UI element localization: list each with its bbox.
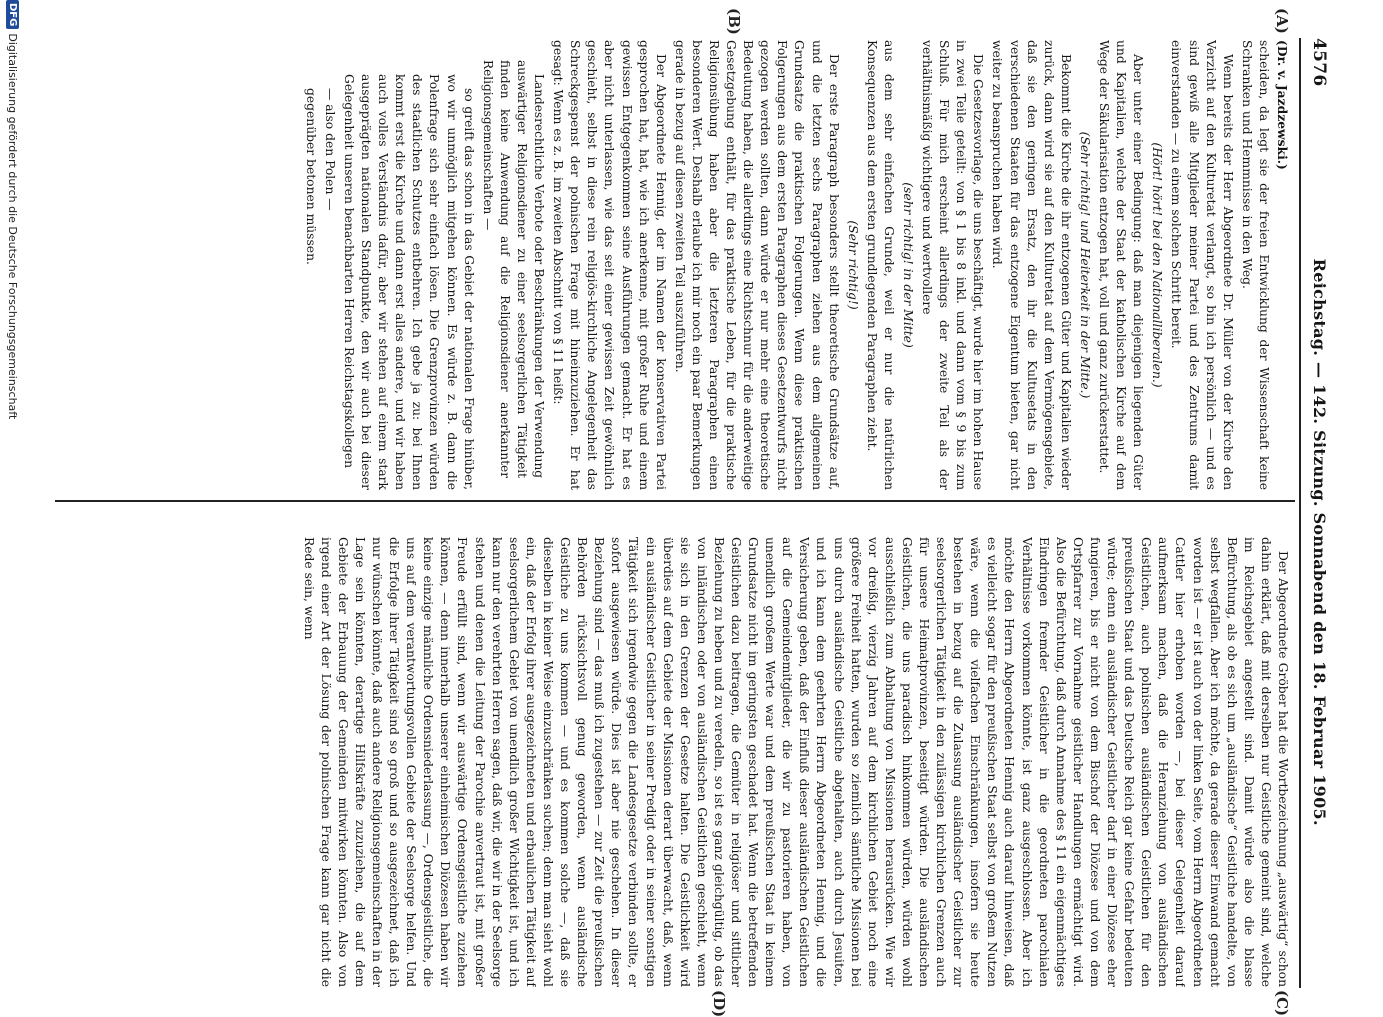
speaker-name: (Dr. v. Jazdzewski.): [1275, 40, 1290, 170]
paragraph: Bekommt die Kirche die ihr entzogenen Güter und Kapitalien wieder zurück, dann wird sie auf den Kulturetat auf dem Vermögensgebiete, daß sie den geringen Ersatz, den ihr die Kultusetats in den verschiedenen Staaten für das entzogene Eigentum bieten, gar nicht weiter zu beanspruchen haben wird.: [990, 40, 1073, 490]
column-divider: [55, 500, 1295, 502]
margin-marker-d: (D): [710, 990, 728, 1017]
paragraph: — also den Polen —: [322, 88, 337, 211]
margin-marker-a: (A): [1273, 8, 1291, 34]
page-header: [1299, 38, 1329, 988]
interjection: (Hört! hört! bei den Nationalliberalen.): [1150, 142, 1165, 388]
margin-marker-c: (C): [1273, 990, 1291, 1017]
paragraph: aus dem sehr einfachen Grunde, weil er nur die natürlichen Konsequenzen aus dem ersten grundlegenden Paragraphen zieht.: [864, 40, 896, 490]
right-text-column: [61, 537, 1291, 987]
left-text-column: [61, 40, 1291, 490]
footer-credit: [3, 0, 23, 1000]
margin-marker-b: (B): [725, 8, 743, 35]
page-title: Reichstag. — 142. Sitzung. Sonnabend den 18. Februar 1905.: [1310, 258, 1329, 826]
footer-credit-text: Digitalisierung gefördert durch die Deutsche Forschungsgemeinschaft: [6, 33, 20, 420]
paragraph: Der Abgeordnete Hennig, der im Namen der konservativen Partei gesprochen hat, hat, wie ich anerkenne, mit großer Ruhe und einem gewissen Entgegenkommen seine Ausführungen gemacht. Er hat es aber nicht unterlassen, wie das seit einer gewissen Zeit gewöhnlich geschieht, selbst in diese rein religiös-kirchliche Angelegenheit das Schreckgespenst der polnischen Frage mit hineinzuziehen. Er hat gesagt: Wenn es z. B. im zweiten Abschnitt von § 11 heißt:: [551, 40, 668, 490]
interjection: (Sehr richtig!): [845, 220, 860, 310]
interjection: (Sehr richtig! und Heiterkeit in der Mitte.): [1077, 131, 1092, 399]
paragraph: Der erste Paragraph besonders stellt theoretische Grundsätze auf, und die letzten sechs Paragraphen ziehen aus dem allgemeinen Grundsatze die praktischen Folgerungen. Wenn diese praktischen Folgerungen aus dem ersten Paragraphen dieses Gesetzentwurfs nicht gezogen werden sollten, dann würde er nur mehr eine theoretische Bedeutung haben, die allerdings eine Richtschnur für die anderweitige Gesetzgebung enthält, für das praktische Leben, für die praktische Religionsübung haben aber die letzteren Paragraphen einen besonderen Wert. Deshalb erlaube ich mir noch ein paar Bemerkungen gerade in bezug auf diesen zweiten Teil auszuführen.: [672, 40, 841, 490]
paragraph: so greift das schon in das Gebiet der nationalen Frage hinüber, wo wir unmöglich mitgehen können. Es würde z. B. dann die Polenfrage sich sehr einfach lösen. Die Grenzprovinzen würden des staatlichen Schutzes entbehren. Ich gebe ja zu: bei Ihnen kommt erst die Kirche und dann erst alles andere, und wir haben auch volles Verständnis dafür, aber wir stehen auf einem stark ausgeprägten nationalen Standpunkte, den wir auch bei dieser Gelegenheit unseren benachbarten Herren Reichstagskollegen: [342, 74, 476, 490]
paragraph: Der Abgeordnete Gröber hat die Wortbezeichnung „auswärtig“ schon dahin erklärt, daß mit derselben nur Geistliche gemeint sind, welche im Reichsgebiet angestellt sind. Damit würde also die blasse Befürchtung, als ob es sich um „ausländische“ Geistliche handelte, von selbst wegfallen. Aber ich möchte, da gerade dieser Einwand gemacht worden ist — er ist auch von der linken Seite, vom Herrn Abgeordneten Cattler hier erhoben worden —, bei dieser Gelegenheit darauf aufmerksam machen, daß die Heranziehung von ausländischen Geistlichen, auch polnischen ausländischen Geistlichen für den preußischen Staat und das Deutsche Reich gar keine Gefahr bedeuten würde; denn ein ausländischer Geistlicher darf in einer Diözese eher fungieren, bis er nicht von dem Bischof der Diözese und von dem Ortspfarrer zur Vornahme geistlicher Handlungen ermächtigt wird. Also die Befürchtung, daß durch Annahme des § 11 ein eigenmächtiges Eindringen fremder Geistlicher in die geordneten parochialen Verhältnisse vorkommen könnte, ist ganz ausgeschlossen. Aber ich möchte den Herrn Abgeordneten Hennig auch darauf hinweisen, daß es vielleicht sogar für den preußischen Staat selbst von großem Nutzen wäre, wenn die vielfachen Einschränkungen, insofern sie heute bestehen in bezug auf die Zulassung ausländischer Geistlicher zur seelsorgerlichen Tätigkeit in den zulässigen kirchlichen Grenzen auch für unsere Heimatprovinzen, beseitigt würden. Die ausländischen Geistlichen, die uns paradisch hinkommen würden, würden wohl ausschließlich zum Abhaltung von Missionen herausrücken. Wie wir vor dreißig, vierzig Jahren auf dem kirchlichen Gebiet noch eine größere Freiheit hatten, wurden so ziemlich sämtliche Missionen bei uns durch ausländische Geistliche abgehalten, auch durch Jesuiten, und ich kann dem geehrten Herrn Abgeordneten Hennig, und die Versicherung geben, daß der Einfluß dieser ausländischen Geistlichen auf die Gemeindemitglieder, die wir zu pastorieren haben, von unendlich großem Werte war und dem preußischen Staat in keinem Grundsatze nicht im geringsten geschadet hat. Wenn die betreffenden Geistlichen dazu beitragen, die Gemüter in religiöser und sittlicher Beziehung zu heben und zu veredeln, so ist es ganz gleichgültig, ob das von inländischen oder von ausländischen Geistlichen geschieht, wenn sie sich in den Grenzen der Gesetze halten. Die Geistlichkeit wird überdies auf dem Gebiete der Missionen derart überwacht, daß, wenn ein ausländischer Geistlicher in seiner Predigt oder in seiner sonstigen Tätigkeit sich irgendwie gegen die Landesgesetze verbinden sollte, er sofort ausgewiesen würde. Dies ist aber nie geschehen. In dieser Beziehung sind — das muß ich zugestehen — zur Zeit die preußischen Behörden rücksichtsvoll genug geworden, wenn ausländische Geistliche zu uns kommen — und es kommen solche —, daß sie dieselben in keiner Weise einzuschränken suchen; denn man sieht wohl ein, daß der Erfolg ihrer ausgezeichneten und erbaulichen Tätigkeit auf seelsorgerlichem Gebiet von unendlich großer Wichtigkeit ist, und ich kann nur den verehrten Herren sagen, daß wir, die wir in der Seelsorge stehen und denen die Leitung der Parochie anvertraut ist, mit großer Freude erfüllt sind, wenn wir auswärtige Ordensgeistliche zuziehen können, — denn innerhalb unserer einheimischen Diözesen haben wir keine einzige männliche Ordensniederlassung —, Ordensgeistliche, die uns auf dem verantwortungsvollen Gebiete der Seelsorge helfen. Und die Erfolge ihrer Tätigkeit sind so groß und so ausgezeichnet, daß ich nur wünschen könnte, daß auch andere Religionsgemeinschaften in der Lage sein könnten, derartige Hilfskräfte zuzuziehen, die auf dem Gebiete der Erbauung der Gemeinden mitwirken könnten. Also von irgend einer Art der Lösung der polnischen Frage kann gar nicht die Rede sein, wenn: [301, 537, 1290, 987]
paragraph: gegenüber betonen müssen.: [303, 88, 318, 265]
paragraph: Landesrechtliche Verbote oder Beschränkungen der Verwendung auswärtiger Religionsdiener zu einer seelsorgerlichen Tätigkeit finden keine Anwendung auf die Religionsdiener anerkannter Religionsgemeinschaften —: [480, 60, 547, 478]
dfg-logo: DFG: [7, 0, 20, 29]
page-number: 4576: [1309, 38, 1329, 87]
paragraph: Die Gesetzesvorlage, die uns beschäftigt, wurde hier im hohen Hause in zwei Teile geteilt: von § 1 bis 8 inkl. und dann vom § 9 bis zum Schluß. Für mich erscheint allerdings der zweite Teil als der verhältnismäßig wichtigere und wertvollere: [920, 40, 986, 490]
paragraph: Wenn bereits der Herr Abgeordnete Dr. Müller von der Kirche den Verzicht auf den Kulturetat verlangt, so bin ich persönlich — und es sind gewiß alle Mitglieder meiner Partei und des Zentrums damit einverstanden — zu einem solchen Schritt bereit.: [1169, 40, 1235, 490]
paragraph: scheiden, da legt sie der freien Entwicklung der Wissenschaft keine Schranken und Hemmnisse in den Weg.: [1239, 40, 1271, 490]
header-rule: [1299, 38, 1301, 988]
interjection: (sehr richtig! in der Mitte): [901, 182, 916, 348]
paragraph: Aber unter einer Bedingung: daß man diejenigen liegenden Güter und Kapitalien, welche der Staat der katholischen Kirche auf dem Wege der Säkularisation entzogen hat, voll und ganz zurückerstattet.: [1097, 40, 1146, 490]
